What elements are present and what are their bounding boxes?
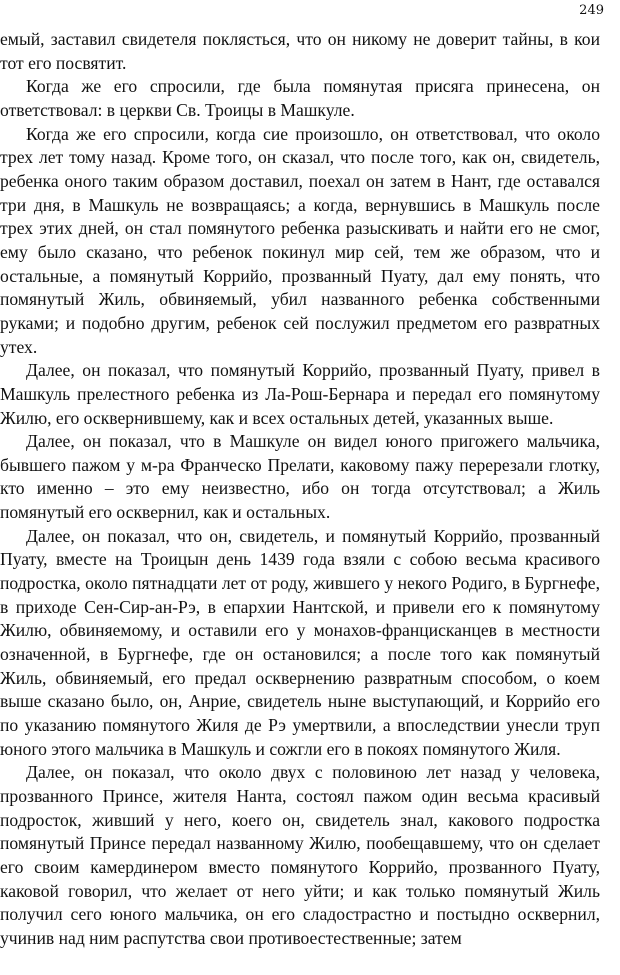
- page-number: 249: [579, 3, 604, 18]
- body-text: [0, 28, 600, 951]
- paragraph: Далее, он показал, что в Машкуле он видел юного пригожего мальчика, бывшего пажом у м-ра Франческо Прелати, каковому пажу перерезали глотку, кто именно – это ему неизвестно, ибо он тогда отсутствовал; а Жиль помянутый его осквернил, как и остальных.: [0, 431, 600, 523]
- paragraph: Когда же его спросили, где была помянутая присяга принесена, он ответствовал: в церкви Св. Троицы в Машкуле.: [0, 76, 600, 120]
- paragraph: Далее, он показал, что помянутый Коррийо, прозванный Пуату, привел в Машкуль прелестного ребенка из Ла-Рош-Бернара и передал его помянутому Жилю, его осквернившему, как и всех остальных детей, указанных выше.: [0, 360, 600, 428]
- paragraph: Далее, он показал, что около двух с половиною лет назад у человека, прозванного Принсе, жителя Нанта, состоял пажом один весьма красивый подросток, живший у него, коего он, свидетель знал, какового подростка помянутый Принсе передал названному Жилю, пообещавшему, что он сделает его своим камердинером вместо помянутого Коррийо, прозванного Пуату, каковой говорил, что желает от него уйти; и как только помянутый Жиль получил сего юного мальчика, он его сладострастно и постыдно осквернил, учинив над ним распутства свои противоестественные; затем: [0, 762, 600, 948]
- paragraph: Когда же его спросили, когда сие произошло, он ответствовал, что около трех лет тому назад. Кроме того, он сказал, что после того, как он, свидетель, ребенка оного таким образом доставил, поехал он затем в Нант, где оставался три дня, в Машкуль не возвращаясь; а когда, вернувшись в Машкуль после трех этих дней, он стал помянутого ребенка разыскивать и найти его не смог, ему было сказано, что ребенок покинул мир сей, тем же образом, что и остальные, а помянутый Коррийо, прозванный Пуату, дал ему понять, что помянутый Жиль, обвиняемый, убил названного ребенка собственными руками; и подобно другим, ребенок сей послужил предметом его развратных утех.: [0, 123, 600, 357]
- paragraph: Далее, он показал, что он, свидетель, и помянутый Коррийо, прозванный Пуату, вместе на Троицын день 1439 года взяли с собою весьма красивого подростка, около пятнадцати лет от роду, жившего у некого Родиго, в Бургнефе, в приходе Сен-Сир-ан-Рэ, в епархии Нантской, и привели его к помянутому Жилю, обвиняемому, и оставили его у монахов-францисканцев в местности означенной, в Бургнефе, где он остановился; а после того как помянутый Жиль, обвиняемый, его предал осквернению развратным способом, о коем выше сказано было, он, Анрие, свидетель ныне выступающий, и Коррийо его по указанию помянутого Жиля де Рэ умертвили, а впоследствии унесли труп юного этого мальчика в Машкуль и сожгли его в покоях помянутого Жиля.: [0, 525, 600, 759]
- paragraph: емый, заставил свидетеля поклясться, что он никому не доверит тайны, в кои тот его посвятит.: [0, 29, 600, 73]
